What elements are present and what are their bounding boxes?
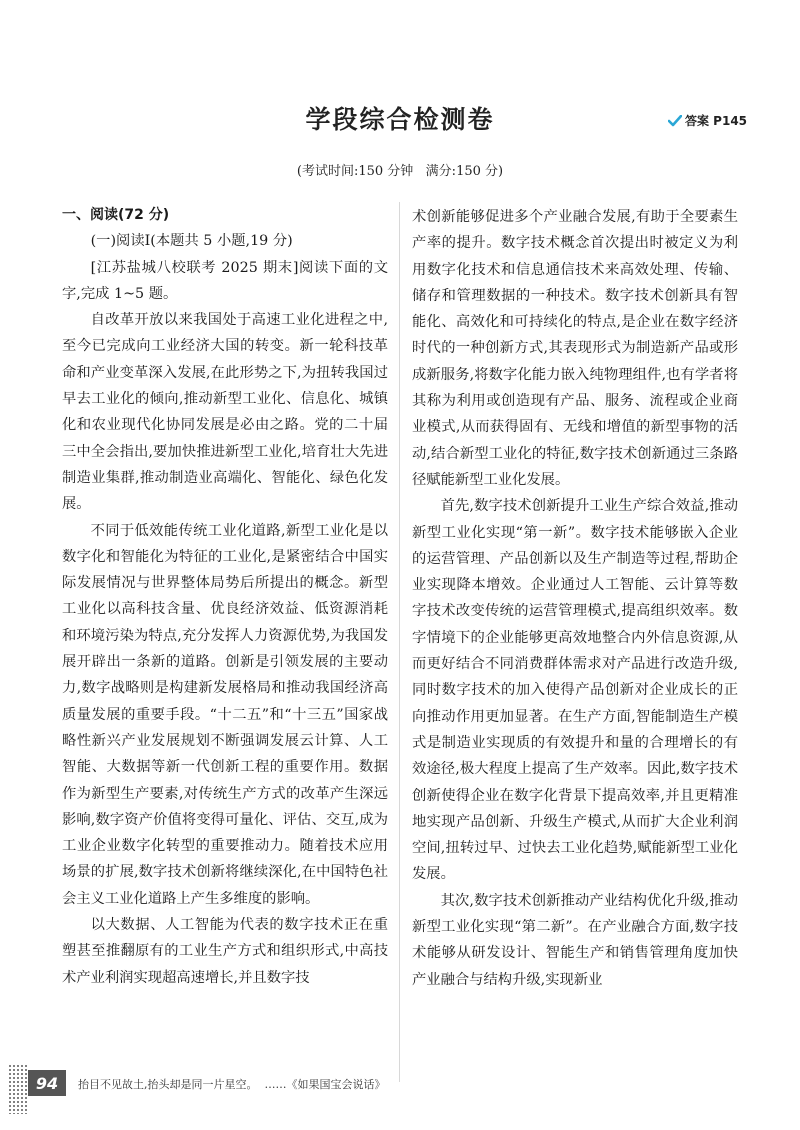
answer-reference-label: 答案 P145 [685,114,748,128]
answer-reference [668,112,747,129]
left-column [62,202,388,991]
body-paragraph: 以大数据、人工智能为代表的数字技术正在重塑甚至推翻原有的工业生产方式和组织形式,中高技术产业利润实现超高速增长,并且数字技 [62,917,388,986]
footer-quote: 抬目不见故土,抬头却是同一片星空。 ……《如果国宝会说话》 [78,1078,386,1091]
page-title: 学段综合检测卷 [305,105,495,134]
instruction-paragraph: [江苏盐城八校联考 2025 期末]阅读下面的文字,完成 1~5 题。 [62,259,388,302]
body-paragraph: 不同于低效能传统工业化道路,新型工业化是以数字化和智能化为特征的工业化,是紧密结合中国实际发展情况与世界整体局势后所提出的概念。新型工业化以高科技含量、优良经济效益、低资源消耗和环境污染为特点,充分发挥人力资源优势,为我国发展开辟出一条新的道路。创新是引领发展的主要动力,数字战略则是构建新发展格局和推动我国经济高质量发展的重要手段。“十二五”和“十三五”国家战略性新兴产业发展规划不断强调发展云计算、人工智能、大数据等新一代创新工程的重要作用。数据作为新型生产要素,对传统生产方式的改革产生深远影响,数字资产价值将变得可量化、评估、交互,成为工业企业数字化转型的重要推动力。随着技术应用场景的扩展,数字技术创新将继续深化,在中国特色社会主义工业化道路上产生多维度的影响。 [62,522,388,907]
exam-info: (考试时间:150 分钟 满分:150 分) [296,164,504,179]
section-heading: 一、阅读(72 分) [62,207,170,223]
subsection-heading: (一)阅读Ⅰ(本题共 5 小题,19 分) [90,233,293,250]
decorative-dots [8,1064,28,1114]
page-footer [0,1060,800,1130]
body-paragraph: 自改革开放以来我国处于高速工业化进程之中,至今已完成向工业经济大国的转变。新一轮科技革命和产业变革深入发展,在此形势之下,为扭转我国过早去工业化的倾向,推动新型工业化、信息化、城镇化和农业现代化协同发展是必由之路。党的二十届三中全会指出,要加快推进新型工业化,培育壮大先进制造业集群,推动制造业高端化、智能化、绿色化发展。 [62,312,388,513]
body-paragraph: 术创新能够促进多个产业融合发展,有助于全要素生产率的提升。数字技术概念首次提出时被定义为利用数字化技术和信息通信技术来高效处理、传输、储存和管理数据的一种技术。数字技术创新具有智能化、高效化和可持续化的特点,是企业在数字经济时代的一种创新方式,其表现形式为制造新产品或形成新服务,将数字化能力嵌入纯物理组件,也有学者将其称为利用或创造现有产品、服务、流程或企业商业模式,从而获得固有、无线和增值的新型事物的活动,结合新型工业化的特征,数字技术创新通过三条路径赋能新型工业化发展。 [412,209,738,488]
body-paragraph: 其次,数字技术创新推动产业结构优化升级,推动新型工业化实现“第二新”。在产业融合方面,数字技术能够从研发设计、智能生产和销售管理角度加快产业融合与结构升级,实现新业 [412,892,738,988]
right-column [412,204,738,993]
check-icon [668,115,682,127]
column-divider [399,202,400,1082]
body-paragraph: 首先,数字技术创新提升工业生产综合效益,推动新型工业化实现“第一新”。数字技术能够嵌入企业的运营管理、产品创新以及生产制造等过程,帮助企业实现降本增效。企业通过人工智能、云计算等数字技术改变传统的运营管理模式,提高组织效率。数字情境下的企业能够更高效地整合内外信息资源,从而更好结合不同消费群体需求对产品进行改造升级,同时数字技术的加入使得产品创新对企业成长的正向推动作用更加显著。在生产方面,智能制造生产模式是制造业实现质的有效提升和量的合理增长的有效途径,极大程度上提高了生产效率。因此,数字技术创新使得企业在数字化背景下提高效率,并且更精准地实现产品创新、升级生产模式,从而扩大企业利润空间,扭转过早、过快去工业化趋势,赋能新型工业化发展。 [412,498,738,883]
page-number: 94 [28,1070,66,1096]
